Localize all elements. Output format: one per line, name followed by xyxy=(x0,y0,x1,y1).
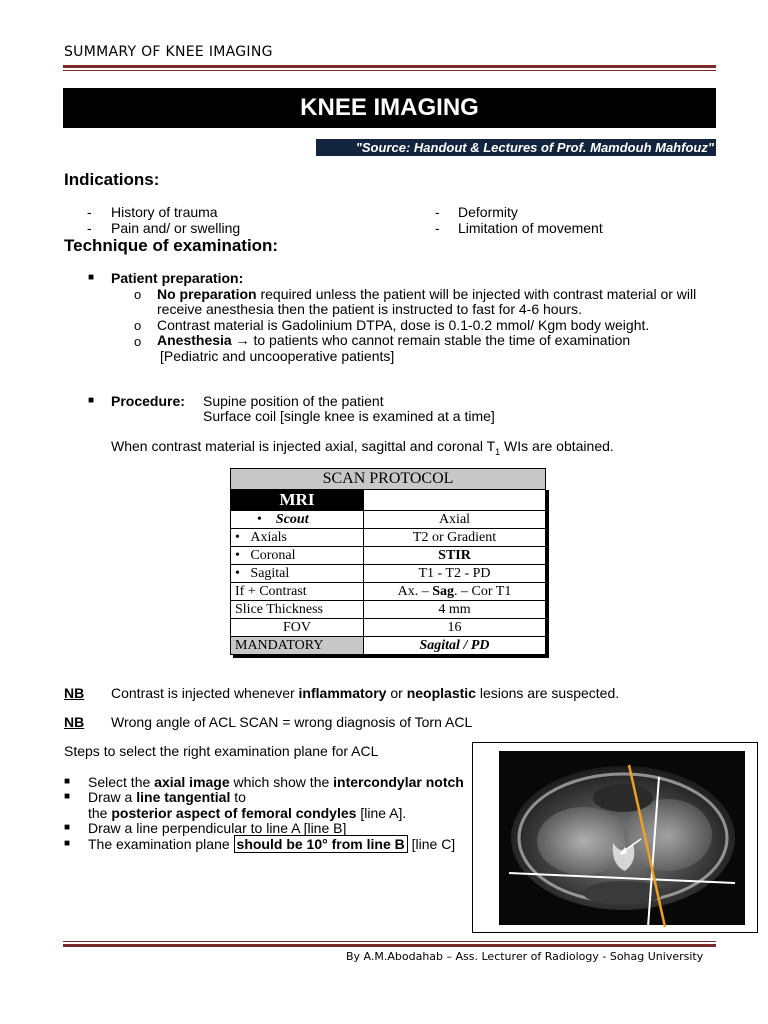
procedure-line-1: Supine position of the patient xyxy=(203,393,384,409)
header-rule xyxy=(63,65,716,68)
procedure-line-2: Surface coil [single knee is examined at a time] xyxy=(203,408,495,424)
step-1: Select the axial image which show the intercondylar notch xyxy=(88,774,464,790)
header-rule-thin xyxy=(63,70,716,71)
table-head-row xyxy=(231,490,546,511)
procedure-label: Procedure: xyxy=(111,393,185,409)
table-row xyxy=(231,529,546,547)
prep-item-3-bold: Anesthesia xyxy=(157,332,232,348)
square-bullet: ■ xyxy=(88,272,95,283)
boxed-emphasis: should be 10° from line B xyxy=(234,835,408,853)
prep-item-1-text: required unless the patient will be injected with contrast material or will xyxy=(256,286,697,302)
circle-bullet: o xyxy=(134,287,142,302)
table-cell-value: T2 or Gradient xyxy=(364,529,546,547)
indication-item: Pain and/ or swelling xyxy=(111,220,241,236)
table-row xyxy=(231,601,546,619)
dash-bullet: - xyxy=(435,220,440,236)
table-cell-label: • Sagital xyxy=(231,565,364,583)
contrast-note-subscript: 1 xyxy=(495,446,501,457)
indication-item: Limitation of movement xyxy=(458,220,603,236)
mri-axial-knee-figure xyxy=(472,742,758,933)
nb-tag: NB xyxy=(64,685,85,701)
square-bullet: ■ xyxy=(64,776,71,787)
table-row xyxy=(231,547,546,565)
prep-item-3 xyxy=(157,332,630,348)
table-row xyxy=(231,583,546,601)
bullet-dot: • xyxy=(235,565,251,581)
dash-bullet: - xyxy=(87,220,92,236)
prep-item-1-bold: No preparation xyxy=(157,286,257,302)
dash-bullet: - xyxy=(435,204,440,220)
table-cell-label: • Scout xyxy=(231,511,364,529)
table-head-mri: MRI xyxy=(231,490,364,511)
table-cell-label: Slice Thickness xyxy=(231,601,364,619)
bullet-dot: • xyxy=(235,529,251,545)
source-citation: "Source: Handout & Lectures of Prof. Mamdouh Mahfouz" xyxy=(316,139,716,156)
table-cell-label: FOV xyxy=(231,619,364,637)
table-cell-label: If + Contrast xyxy=(231,583,364,601)
contrast-sequence-note xyxy=(111,438,614,460)
table-cell-value: Sagital / PD xyxy=(364,637,546,655)
step-2: Draw a line tangential to xyxy=(88,789,246,805)
table-head-empty xyxy=(364,490,546,511)
bullet-dot: • xyxy=(235,547,251,563)
scan-protocol-table xyxy=(230,468,546,655)
prep-item-3-text: → to patients who cannot remain stable the time of examination xyxy=(231,332,631,348)
patient-preparation-label: Patient preparation: xyxy=(111,270,244,286)
nb-note-2: Wrong angle of ACL SCAN = wrong diagnosis of Torn ACL xyxy=(111,714,473,730)
table-cell-value: Ax. – Sag. – Cor T1 xyxy=(364,583,546,601)
step-3: Draw a line perpendicular to line A [line B] xyxy=(88,820,347,836)
step-2-line2: the posterior aspect of femoral condyles [line A]. xyxy=(88,805,407,821)
circle-bullet: o xyxy=(134,318,142,333)
document-title-banner: KNEE IMAGING xyxy=(63,88,716,128)
table-shadow xyxy=(233,655,549,658)
page-header-title: SUMMARY OF KNEE IMAGING xyxy=(64,44,273,60)
prep-item-2: Contrast material is Gadolinium DTPA, dose is 0.1-0.2 mmol/ Kgm body weight. xyxy=(157,317,650,333)
table-row xyxy=(231,619,546,637)
table-shadow xyxy=(546,490,549,658)
square-bullet: ■ xyxy=(64,791,71,802)
nb-tag: NB xyxy=(64,714,85,730)
table-row xyxy=(231,637,546,655)
technique-heading: Technique of examination: xyxy=(64,236,279,255)
steps-intro: Steps to select the right examination plane for ACL xyxy=(64,743,379,759)
bullet-dot: • xyxy=(257,511,276,527)
nb-note-1: Contrast is injected whenever inflammatory or neoplastic lesions are suspected. xyxy=(111,685,620,701)
table-cell-value: 4 mm xyxy=(364,601,546,619)
square-bullet: ■ xyxy=(88,395,95,406)
table-row xyxy=(231,565,546,583)
footer-credit: By A.M.Abodahab – Ass. Lecturer of Radiology - Sohag University xyxy=(346,950,704,963)
table-cell-label: • Axials xyxy=(231,529,364,547)
dash-bullet: - xyxy=(87,204,92,220)
square-bullet: ■ xyxy=(64,822,71,833)
indication-item: History of trauma xyxy=(111,204,218,220)
indications-heading: Indications: xyxy=(64,170,160,189)
table-row xyxy=(231,511,546,529)
table-title: SCAN PROTOCOL xyxy=(231,469,546,490)
footer-rule-thin xyxy=(63,941,716,942)
table-cell-value: 16 xyxy=(364,619,546,637)
contrast-note-text-end: WIs are obtained. xyxy=(500,438,614,454)
indication-item: Deformity xyxy=(458,204,518,220)
table-cell-value: T1 - T2 - PD xyxy=(364,565,546,583)
prep-item-3-line2: [Pediatric and uncooperative patients] xyxy=(160,348,395,364)
square-bullet: ■ xyxy=(64,838,71,849)
prep-item-1-line2: receive anesthesia then the patient is instructed to fast for 4-6 hours. xyxy=(157,301,582,317)
circle-bullet: o xyxy=(134,334,142,349)
prep-item-1 xyxy=(157,286,696,302)
table-cell-label: • Coronal xyxy=(231,547,364,565)
table-cell-value: STIR xyxy=(364,547,546,565)
table-cell-label: MANDATORY xyxy=(231,637,364,655)
step-4: The examination plane should be 10° from line B [line C] xyxy=(88,836,456,852)
table-title-row xyxy=(231,469,546,490)
table-cell-value: Axial xyxy=(364,511,546,529)
contrast-note-text: When contrast material is injected axial, sagittal and coronal T xyxy=(111,438,496,454)
footer-rule xyxy=(63,944,716,947)
mri-axial-image xyxy=(473,743,757,932)
